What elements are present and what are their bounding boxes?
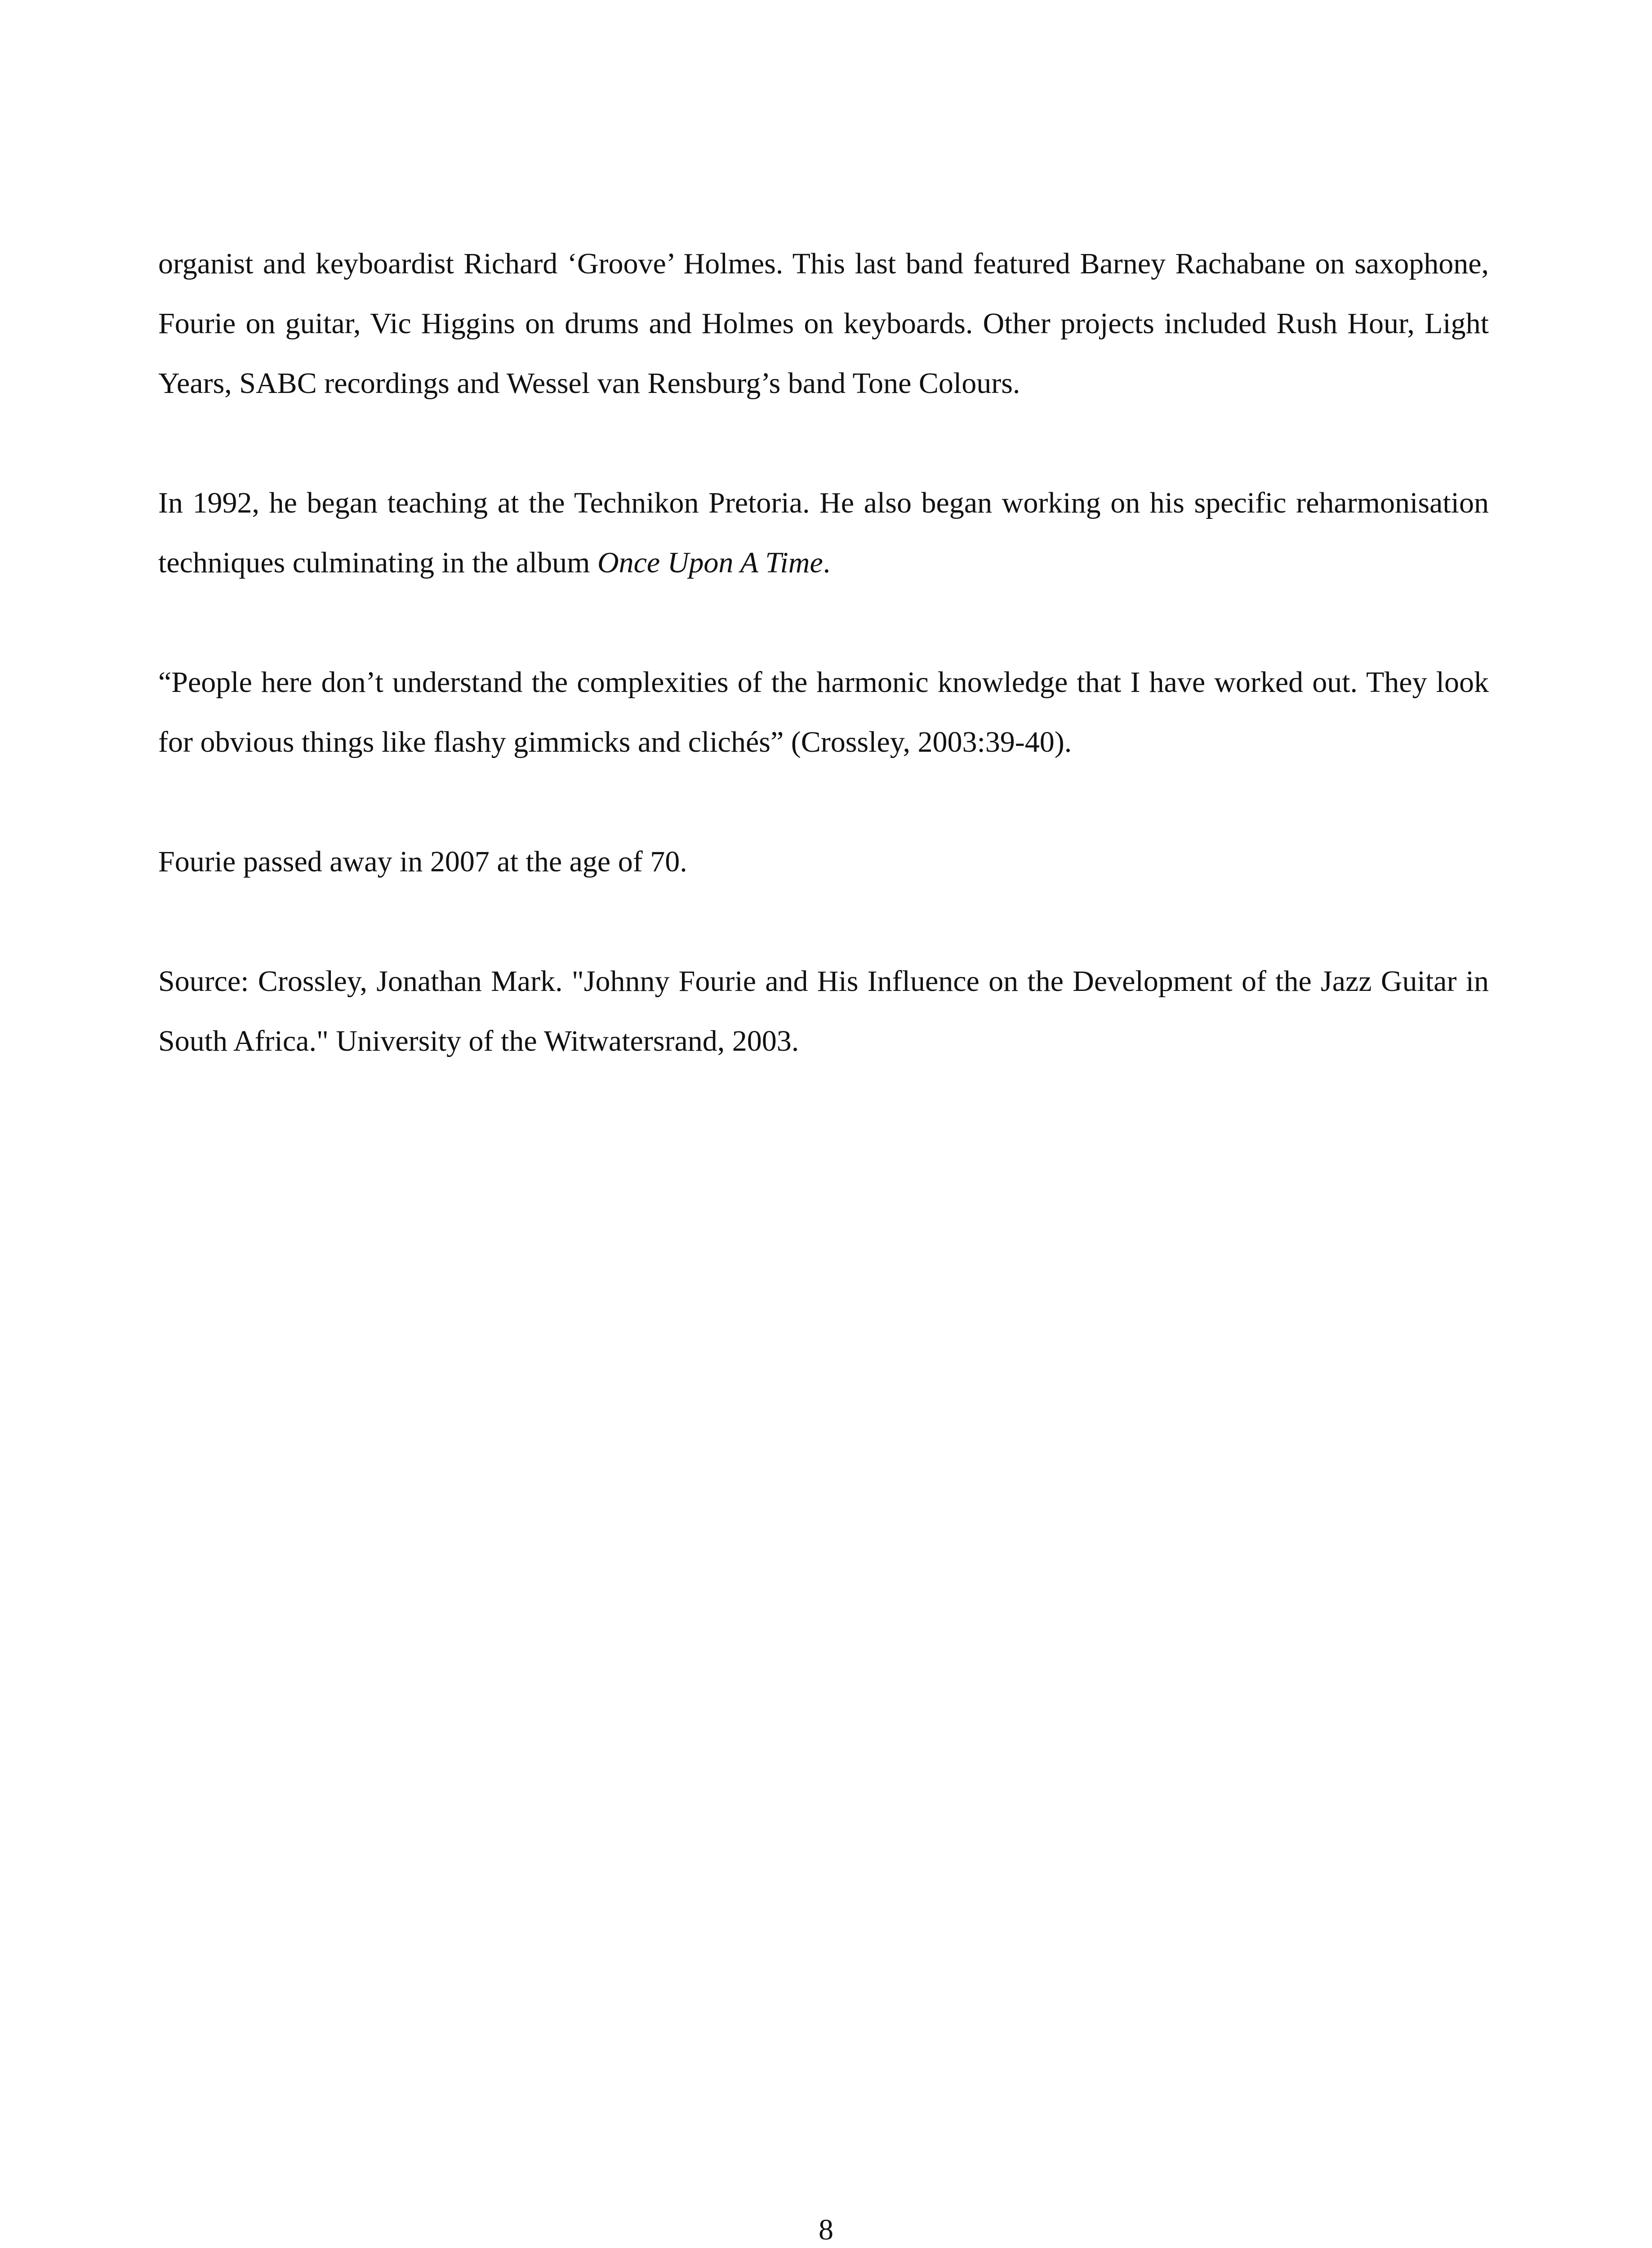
paragraph-quote: “People here don’t understand the complexities of the harmonic knowledge that I have worked out. They look for obvious things like flashy gimmicks and clichés” (Crossley, 2003:39-40). [158,666,1489,758]
teaching-text-end: . [823,546,831,579]
paragraph-band-projects: organist and keyboardist Richard ‘Groove’ Holmes. This last band featured Barney Rachabane on saxophone, Fourie on guitar, Vic Higgins on drums and Holmes on keyboards. Other projects included Rush Hour, Light Years, SABC recordings and Wessel van Rensburg’s band Tone Colours. [158,247,1489,400]
paragraph-teaching [158,473,1489,593]
paragraph-death: Fourie passed away in 2007 at the age of 70. [158,845,687,878]
page-number: 8 [819,2213,833,2246]
paragraph-source: Source: Crossley, Jonathan Mark. "Johnny Fourie and His Influence on the Development of the Jazz Guitar in South Africa." University of the Witwatersrand, 2003. [158,965,1489,1057]
body-text [158,234,1489,1071]
teaching-text: In 1992, he began teaching at the Technikon Pretoria. He also began working on his specific reharmonisation techniques culminating in the album [158,486,1489,579]
album-title: Once Upon A Time [597,546,823,579]
